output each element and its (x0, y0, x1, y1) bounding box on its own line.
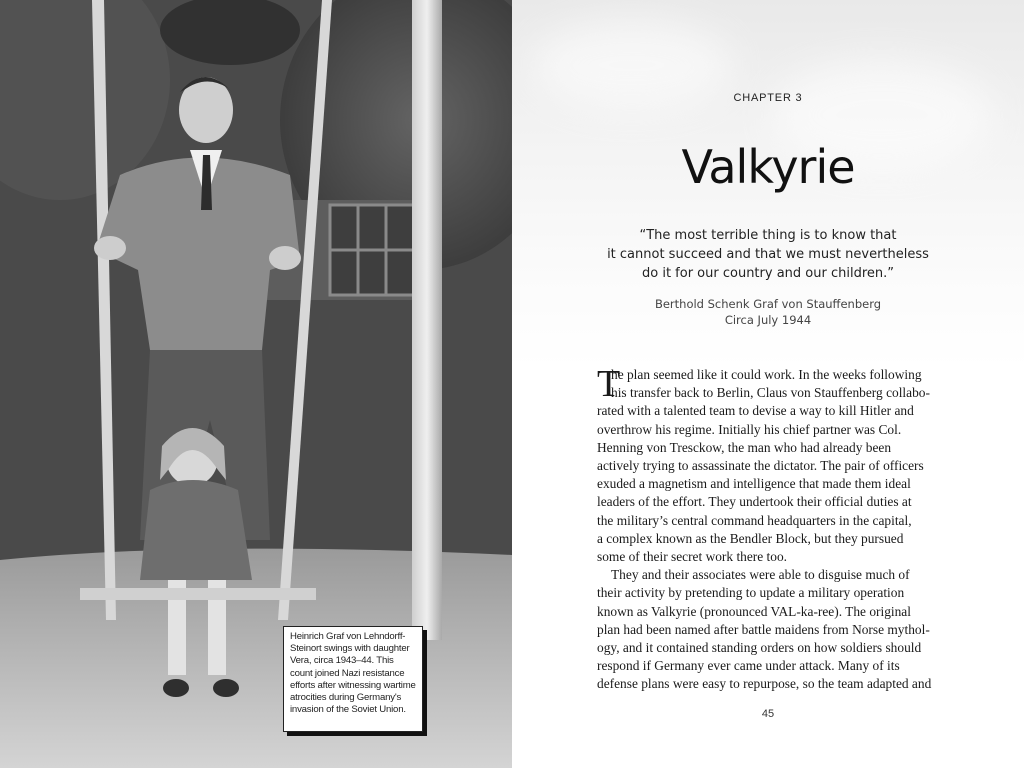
body-line: actively trying to assassinate the dictator. The pair of officers (597, 458, 924, 474)
body-line: his transfer back to Berlin, Claus von Stauffenberg collabo- (611, 385, 930, 401)
epigraph (572, 226, 964, 283)
body-line: defense plans were easy to repurpose, so the team adapted and (597, 676, 932, 692)
body-line: some of their secret work there too. (597, 549, 788, 565)
epigraph-line: it cannot succeed and that we must nevertheless (607, 247, 929, 262)
body-line: They and their associates were able to disguise much of (611, 567, 910, 583)
swing-seat (80, 588, 316, 600)
body-line: respond if Germany ever came under attack. Many of its (597, 658, 900, 674)
body-line: a complex known as the Bendler Block, but they pursued (597, 530, 904, 546)
body-line: ogy, and it contained standing orders on how soldiers should (597, 640, 922, 656)
body-line: rated with a talented team to devise a way to kill Hitler and (597, 403, 914, 419)
epigraph-attribution (512, 296, 1024, 328)
body-line: overthrow his regime. Initially his chief partner was Col. (597, 421, 902, 437)
attribution-date: Circa July 1944 (724, 313, 812, 327)
epigraph-line: “The most terrible thing is to know that (639, 228, 897, 243)
body-line: plan had been named after battle maidens from Norse mythol- (597, 621, 930, 637)
background-window (330, 205, 415, 295)
body-line: leaders of the effort. They undertook their official duties at (597, 494, 912, 510)
chapter-label: CHAPTER 3 (733, 92, 803, 104)
body-line: exuded a magnetism and intelligence that made them ideal (597, 476, 911, 492)
body-text (597, 363, 945, 694)
epigraph-line: do it for our country and our children.” (642, 266, 894, 281)
body-line: their activity by pretending to update a military operation (597, 585, 905, 601)
text-page (512, 0, 1024, 768)
chapter-title: Valkyrie (681, 140, 855, 194)
body-line: known as Valkyrie (pronounced VAL-ka-ree). The original (597, 603, 911, 619)
page-number: 45 (761, 708, 775, 720)
attribution-name: Berthold Schenk Graf von Stauffenberg (654, 297, 882, 311)
drop-cap: T (597, 363, 621, 405)
photo-caption: Heinrich Graf von Lehndorff-Steinort swings with daughter Vera, circa 1943–44. This count joined Nazi resistance efforts after witnessing wartime atrocities during Germany's invasion of the Soviet Union. (283, 626, 423, 732)
body-line: he plan seemed like it could work. In the weeks following (611, 367, 922, 382)
swing-post (412, 0, 442, 640)
body-line: the military’s central command headquarters in the capital, (597, 512, 912, 528)
body-line: Henning von Tresckow, the man who had already been (597, 439, 892, 455)
